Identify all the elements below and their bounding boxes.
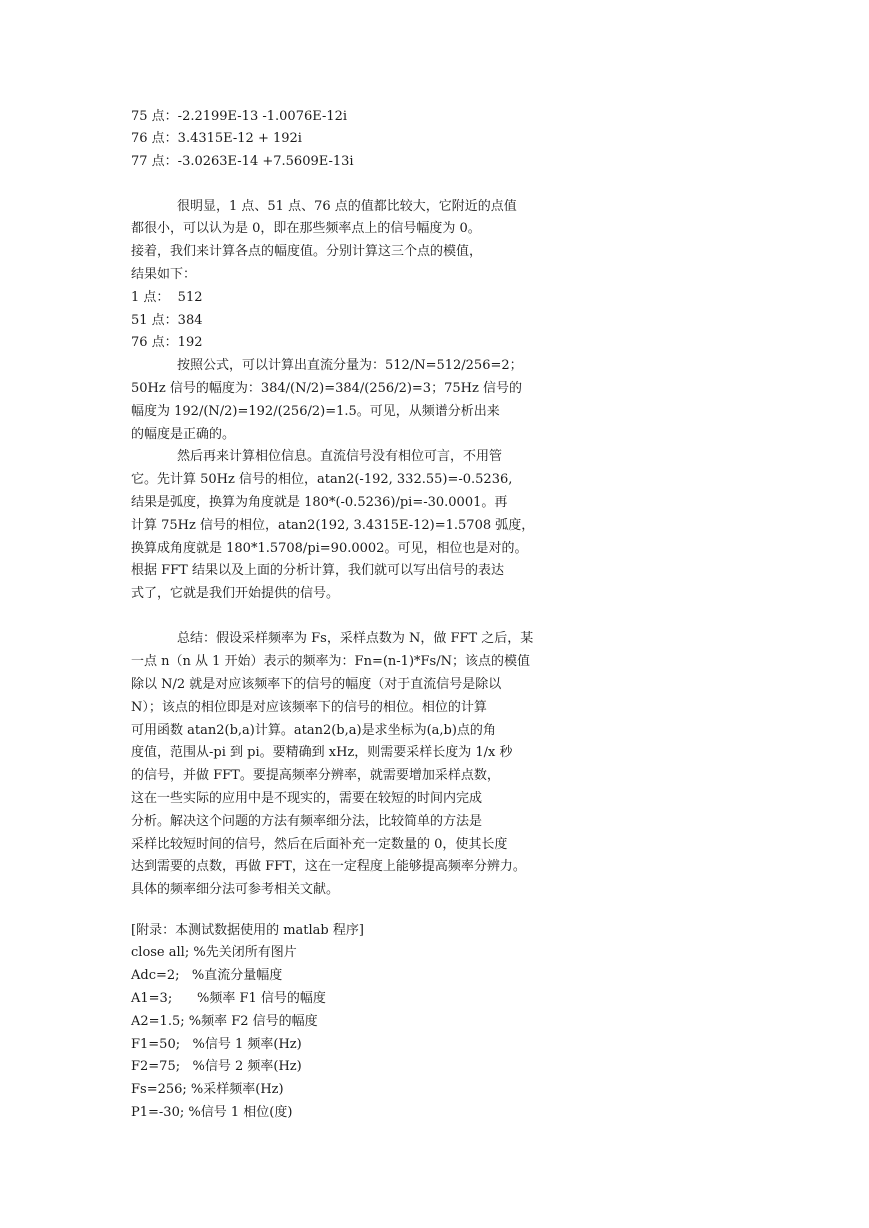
text-line: 度值，范围从-pi 到 pi。要精确到 xHz，则需要采样长度为 1/x 秒 — [131, 745, 513, 760]
text-line: 除以 N/2 就是对应该频率下的信号的幅度（对于直流信号是除以 — [131, 677, 502, 692]
text-line: 它。先计算 50Hz 信号的相位，atan2(-192, 332.55)=-0.5236, — [131, 472, 513, 487]
text-line: [附录：本测试数据使用的 matlab 程序] — [131, 923, 364, 938]
text-line: 50Hz 信号的幅度为：384/(N/2)=384/(256/2)=3；75Hz 信号的 — [131, 381, 522, 396]
code-line: P1=-30; %信号 1 相位(度) — [131, 1105, 293, 1120]
text-line: 76 点：192 — [131, 335, 203, 350]
code-line: A1=3; %频率 F1 信号的幅度 — [131, 991, 326, 1006]
text-line: 这在一些实际的应用中是不现实的，需要在较短的时间内完成 — [131, 791, 483, 806]
code-line: F1=50; %信号 1 频率(Hz) — [131, 1037, 302, 1052]
text-line: 根据 FFT 结果以及上面的分析计算，我们就可以写出信号的表达 — [131, 563, 504, 578]
text-line: 换算成角度就是 180*1.5708/pi=90.0002。可见，相位也是对的。 — [131, 541, 528, 556]
text-line: 幅度为 192/(N/2)=192/(256/2)=1.5。可见，从频谱分析出来 — [131, 404, 500, 419]
text-line: 一点 n（n 从 1 开始）表示的频率为：Fn=(n-1)*Fs/N；该点的模值 — [131, 654, 530, 669]
text-line: 采样比较短时间的信号，然后在后面补充一定数量的 0，使其长度 — [131, 837, 508, 852]
text-line: 很明显，1 点、51 点、76 点的值都比较大，它附近的点值 — [177, 199, 517, 214]
text-line: 式了，它就是我们开始提供的信号。 — [131, 586, 340, 601]
text-line: 分析。解决这个问题的方法有频率细分法，比较简单的方法是 — [131, 814, 483, 829]
text-line: 的信号，并做 FFT。要提高频率分辨率，就需要增加采样点数， — [131, 768, 500, 783]
text-line: N）；该点的相位即是对应该频率下的信号的相位。相位的计算 — [131, 700, 487, 715]
text-line: 结果是弧度，换算为角度就是 180*(-0.5236)/pi=-30.0001。再 — [131, 495, 508, 510]
text-line: 然后再来计算相位信息。直流信号没有相位可言，不用管 — [177, 449, 503, 464]
text-line: 计算 75Hz 信号的相位，atan2(192, 3.4315E-12)=1.5708 弧度， — [131, 518, 535, 533]
code-line: F2=75; %信号 2 频率(Hz) — [131, 1059, 302, 1074]
text-line: 总结：假设采样频率为 Fs，采样点数为 N，做 FFT 之后，某 — [177, 631, 534, 646]
code-line: Fs=256; %采样频率(Hz) — [131, 1082, 284, 1097]
text-line: 51 点：384 — [131, 313, 203, 328]
text-line: 可用函数 atan2(b,a)计算。atan2(b,a)是求坐标为(a,b)点的角 — [131, 723, 496, 738]
text-line: 结果如下： — [131, 267, 197, 282]
code-line: Adc=2; %直流分量幅度 — [131, 968, 283, 983]
text-line: 按照公式，可以计算出直流分量为：512/N=512/256=2； — [177, 358, 523, 373]
text-line: 的幅度是正确的。 — [131, 427, 236, 442]
text-line: 都很小，可以认为是 0，即在那些频率点上的信号幅度为 0。 — [131, 221, 481, 236]
text-line: 75 点：-2.2199E-13 -1.0076E-12i — [131, 109, 348, 124]
code-line: A2=1.5; %频率 F2 信号的幅度 — [131, 1014, 318, 1029]
text-line: 接着，我们来计算各点的幅度值。分别计算这三个点的模值， — [131, 244, 483, 259]
text-line: 具体的频率细分法可参考相关文献。 — [131, 882, 340, 897]
text-line: 77 点：-3.0263E-14 +7.5609E-13i — [131, 154, 354, 169]
text-line: 76 点：3.4315E-12 + 192i — [131, 131, 302, 146]
text-line: 达到需要的点数，再做 FFT，这在一定程度上能够提高频率分辨力。 — [131, 859, 526, 874]
code-line: close all; %先关闭所有图片 — [131, 945, 297, 960]
text-line: 1 点： 512 — [131, 290, 203, 305]
